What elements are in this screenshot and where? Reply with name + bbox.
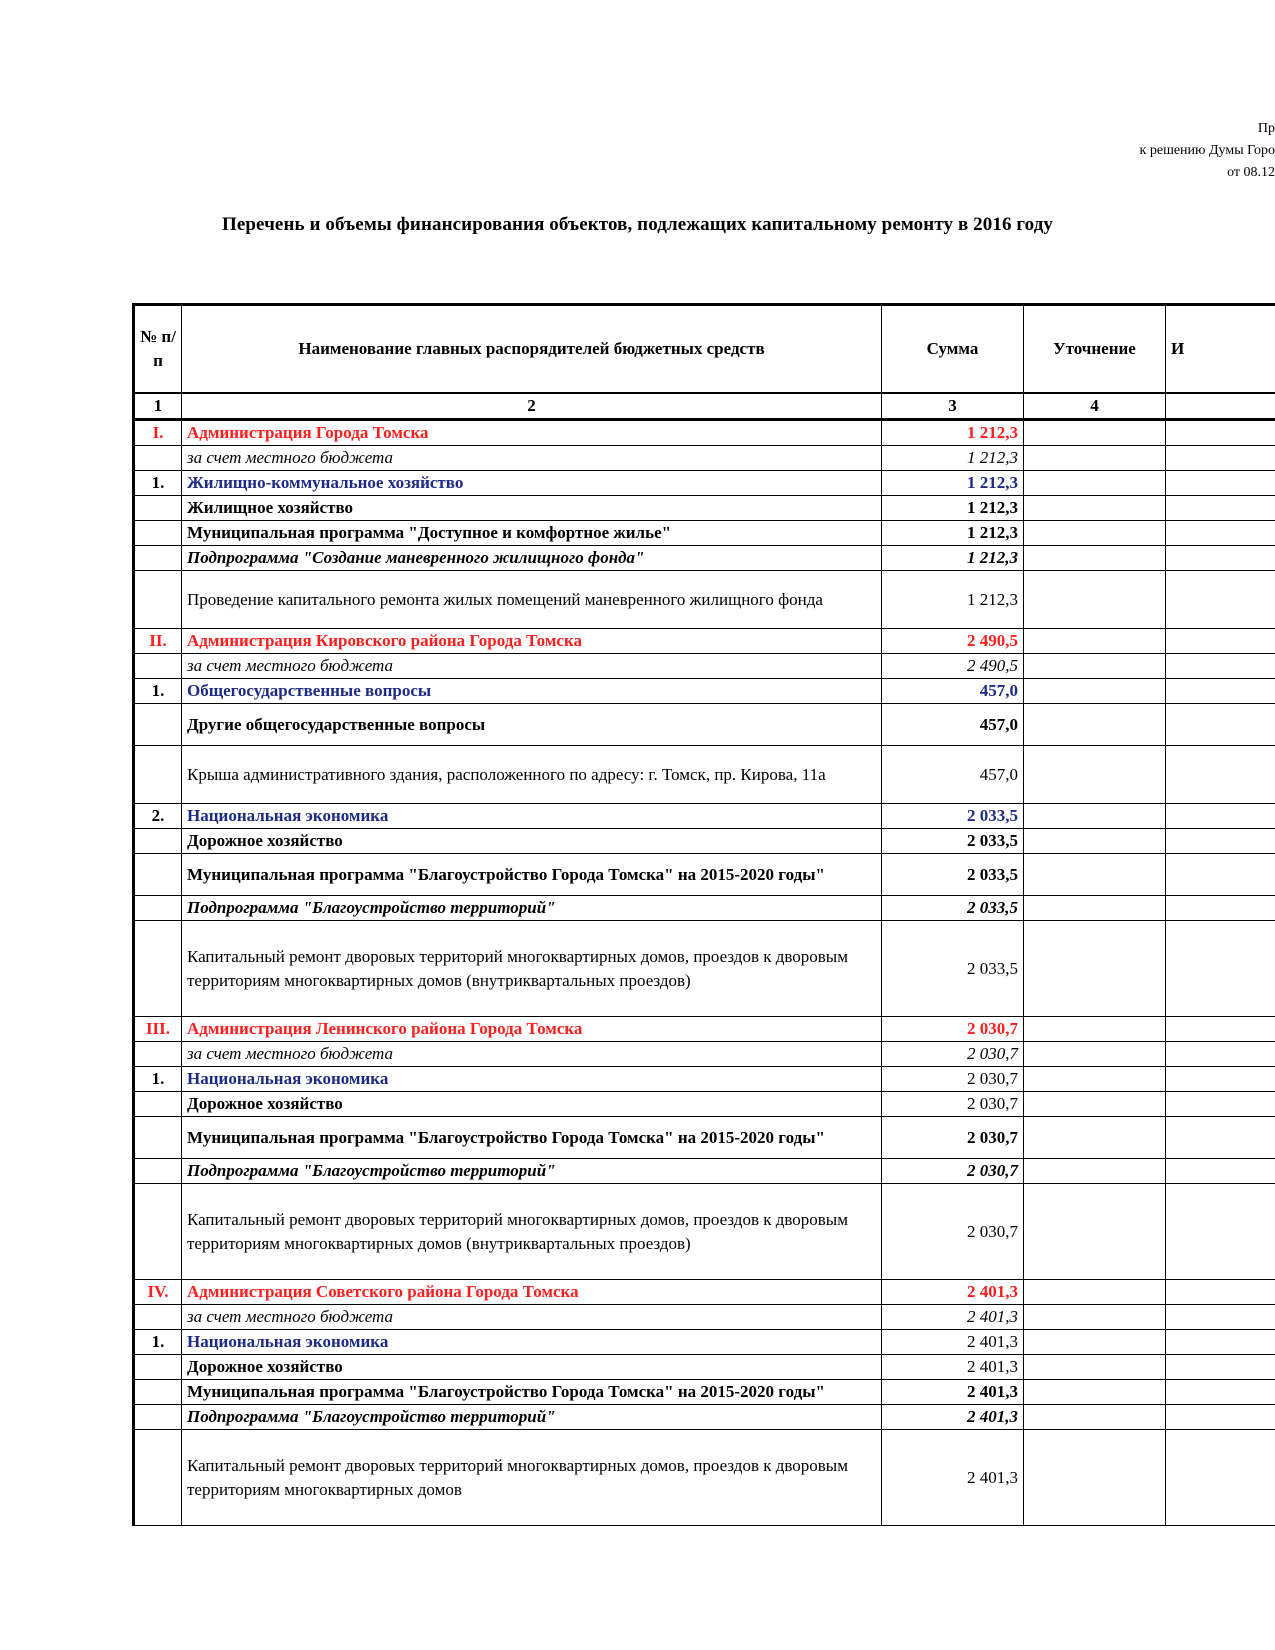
row-name: Капитальный ремонт дворовых территорий многоквартирных домов, проездов к дворовым территориям многоквартирных домов (внутриквартальных проездов): [182, 1184, 882, 1280]
row-adjustment: [1024, 1380, 1166, 1405]
row-name: Другие общегосударственные вопросы: [182, 704, 882, 746]
row-adjustment: [1024, 1159, 1166, 1184]
row-total: [1166, 854, 1275, 896]
decision-line: к решению Думы Горо: [1139, 143, 1275, 158]
row-total: [1166, 921, 1275, 1017]
row-amount: 2 033,5: [882, 921, 1024, 1017]
row-total: [1166, 896, 1275, 921]
row-name: Национальная экономика: [182, 1067, 882, 1092]
row-adjustment: [1024, 446, 1166, 471]
row-adjustment: [1024, 921, 1166, 1017]
row-amount: 2 033,5: [882, 896, 1024, 921]
row-adjustment: [1024, 521, 1166, 546]
table-row: [134, 1330, 1275, 1355]
row-number: 1.: [134, 471, 182, 496]
table-row: [134, 1092, 1275, 1117]
row-number: [134, 496, 182, 521]
budget-table: [132, 303, 1275, 1526]
row-adjustment: [1024, 654, 1166, 679]
row-number: [134, 829, 182, 854]
row-number: [134, 704, 182, 746]
table-row: [134, 471, 1275, 496]
row-name: Подпрограмма "Благоустройство территорий": [182, 1405, 882, 1430]
row-adjustment: [1024, 1405, 1166, 1430]
row-number: II.: [134, 629, 182, 654]
table-row: [134, 521, 1275, 546]
row-total: [1166, 1184, 1275, 1280]
row-amount: 2 401,3: [882, 1380, 1024, 1405]
table-row: [134, 896, 1275, 921]
row-total: [1166, 1355, 1275, 1380]
row-name: за счет местного бюджета: [182, 1042, 882, 1067]
table-row: [134, 571, 1275, 629]
row-amount: 2 401,3: [882, 1355, 1024, 1380]
table-row: [134, 446, 1275, 471]
row-name: Муниципальная программа "Благоустройство Города Томска" на 2015-2020 годы": [182, 1380, 882, 1405]
row-adjustment: [1024, 1042, 1166, 1067]
row-adjustment: [1024, 704, 1166, 746]
row-total: [1166, 446, 1275, 471]
row-name: Проведение капитального ремонта жилых помещений маневренного жилищного фонда: [182, 571, 882, 629]
row-amount: 1 212,3: [882, 496, 1024, 521]
row-adjustment: [1024, 1184, 1166, 1280]
row-adjustment: [1024, 1430, 1166, 1526]
row-number: [134, 896, 182, 921]
row-number: 1.: [134, 1067, 182, 1092]
col-number-3: 3: [882, 393, 1024, 420]
row-name: Крыша административного здания, расположенного по адресу: г. Томск, пр. Кирова, 11а: [182, 746, 882, 804]
row-name: Капитальный ремонт дворовых территорий многоквартирных домов, проездов к дворовым территориям многоквартирных домов: [182, 1430, 882, 1526]
row-adjustment: [1024, 546, 1166, 571]
row-adjustment: [1024, 471, 1166, 496]
table-row: [134, 1117, 1275, 1159]
row-total: [1166, 1280, 1275, 1305]
row-total: [1166, 704, 1275, 746]
row-total: [1166, 679, 1275, 704]
row-amount: 1 212,3: [882, 471, 1024, 496]
table-body: [134, 420, 1275, 1526]
table-row: [134, 1067, 1275, 1092]
table-row: [134, 1380, 1275, 1405]
row-total: [1166, 1430, 1275, 1526]
table-row: [134, 1017, 1275, 1042]
row-amount: 1 212,3: [882, 546, 1024, 571]
row-name: Муниципальная программа "Благоустройство Города Томска" на 2015-2020 годы": [182, 854, 882, 896]
row-number: [134, 521, 182, 546]
row-amount: 2 401,3: [882, 1405, 1024, 1430]
row-adjustment: [1024, 1355, 1166, 1380]
row-number: [134, 571, 182, 629]
row-total: [1166, 1159, 1275, 1184]
table-row: [134, 921, 1275, 1017]
row-number: [134, 854, 182, 896]
row-adjustment: [1024, 1330, 1166, 1355]
row-amount: 2 030,7: [882, 1017, 1024, 1042]
row-name: за счет местного бюджета: [182, 446, 882, 471]
row-number: 1.: [134, 1330, 182, 1355]
row-total: [1166, 1380, 1275, 1405]
row-number: [134, 1405, 182, 1430]
row-name: Общегосударственные вопросы: [182, 679, 882, 704]
row-name: Подпрограмма "Благоустройство территорий": [182, 896, 882, 921]
row-amount: 2 401,3: [882, 1330, 1024, 1355]
table-row: [134, 854, 1275, 896]
row-amount: 457,0: [882, 746, 1024, 804]
row-name: Муниципальная программа "Благоустройство Города Томска" на 2015-2020 годы": [182, 1117, 882, 1159]
row-adjustment: [1024, 1092, 1166, 1117]
table-row: [134, 1184, 1275, 1280]
row-amount: 2 401,3: [882, 1280, 1024, 1305]
row-number: I.: [134, 420, 182, 446]
col-header-adjustment: Уточнение: [1024, 305, 1166, 394]
row-name: Национальная экономика: [182, 1330, 882, 1355]
row-name: Жилищное хозяйство: [182, 496, 882, 521]
row-total: [1166, 420, 1275, 446]
row-amount: 2 490,5: [882, 629, 1024, 654]
row-adjustment: [1024, 571, 1166, 629]
table-row: [134, 1430, 1275, 1526]
table-row: [134, 546, 1275, 571]
row-total: [1166, 1067, 1275, 1092]
row-number: [134, 654, 182, 679]
col-number-1: 1: [134, 393, 182, 420]
table-header-row: [134, 305, 1275, 394]
row-name: за счет местного бюджета: [182, 1305, 882, 1330]
table-row: [134, 1159, 1275, 1184]
row-name: Подпрограмма "Создание маневренного жилищного фонда": [182, 546, 882, 571]
row-total: [1166, 629, 1275, 654]
row-name: Администрация Города Томска: [182, 420, 882, 446]
row-number: [134, 1305, 182, 1330]
row-adjustment: [1024, 420, 1166, 446]
row-amount: 2 033,5: [882, 854, 1024, 896]
row-total: [1166, 1330, 1275, 1355]
table-row: [134, 1280, 1275, 1305]
row-adjustment: [1024, 1280, 1166, 1305]
table-row: [134, 1042, 1275, 1067]
row-name: Администрация Советского района Города Томска: [182, 1280, 882, 1305]
row-name: Подпрограмма "Благоустройство территорий": [182, 1159, 882, 1184]
row-amount: 2 030,7: [882, 1042, 1024, 1067]
table-row: [134, 829, 1275, 854]
col-header-amount: Сумма: [882, 305, 1024, 394]
page-title: Перечень и объемы финансирования объектов, подлежащих капитальному ремонту в 2016 году: [221, 214, 1054, 235]
row-adjustment: [1024, 746, 1166, 804]
row-number: [134, 1042, 182, 1067]
row-number: 1.: [134, 679, 182, 704]
row-number: IV.: [134, 1280, 182, 1305]
table-row: [134, 629, 1275, 654]
row-number: [134, 546, 182, 571]
budget-table-container: [132, 303, 1275, 1526]
row-adjustment: [1024, 854, 1166, 896]
row-total: [1166, 1405, 1275, 1430]
row-number: [134, 446, 182, 471]
row-number: [134, 1430, 182, 1526]
row-name: Жилищно-коммунальное хозяйство: [182, 471, 882, 496]
row-adjustment: [1024, 896, 1166, 921]
row-total: [1166, 804, 1275, 829]
row-total: [1166, 1305, 1275, 1330]
row-amount: 457,0: [882, 679, 1024, 704]
row-number: [134, 1184, 182, 1280]
row-name: Администрация Кировского района Города Томска: [182, 629, 882, 654]
row-total: [1166, 471, 1275, 496]
row-name: Национальная экономика: [182, 804, 882, 829]
row-name: за счет местного бюджета: [182, 654, 882, 679]
row-number: [134, 921, 182, 1017]
row-amount: 2 490,5: [882, 654, 1024, 679]
table-row: [134, 654, 1275, 679]
row-adjustment: [1024, 1117, 1166, 1159]
row-number: [134, 1092, 182, 1117]
row-amount: 2 030,7: [882, 1159, 1024, 1184]
row-adjustment: [1024, 679, 1166, 704]
table-row: [134, 1305, 1275, 1330]
row-number: [134, 1159, 182, 1184]
row-adjustment: [1024, 1305, 1166, 1330]
row-total: [1166, 571, 1275, 629]
row-name: Администрация Ленинского района Города Томска: [182, 1017, 882, 1042]
row-total: [1166, 546, 1275, 571]
table-row: [134, 1355, 1275, 1380]
row-number: [134, 1380, 182, 1405]
row-total: [1166, 1117, 1275, 1159]
row-name: Капитальный ремонт дворовых территорий многоквартирных домов, проездов к дворовым территориям многоквартирных домов (внутриквартальных проездов): [182, 921, 882, 1017]
row-total: [1166, 521, 1275, 546]
row-amount: 2 401,3: [882, 1305, 1024, 1330]
row-adjustment: [1024, 496, 1166, 521]
row-amount: 1 212,3: [882, 571, 1024, 629]
row-amount: 1 212,3: [882, 420, 1024, 446]
row-amount: 2 030,7: [882, 1067, 1024, 1092]
table-row: [134, 746, 1275, 804]
row-total: [1166, 496, 1275, 521]
row-name: Дорожное хозяйство: [182, 1092, 882, 1117]
table-row: [134, 804, 1275, 829]
row-adjustment: [1024, 804, 1166, 829]
row-name: Дорожное хозяйство: [182, 829, 882, 854]
appendix-label: Пр: [1257, 121, 1275, 136]
table-row: [134, 704, 1275, 746]
row-number: III.: [134, 1017, 182, 1042]
row-number: [134, 746, 182, 804]
row-number: 2.: [134, 804, 182, 829]
date-line: от 08.12: [1227, 165, 1275, 180]
row-amount: 1 212,3: [882, 521, 1024, 546]
row-name: Муниципальная программа "Доступное и комфортное жилье": [182, 521, 882, 546]
table-row: [134, 496, 1275, 521]
row-amount: 457,0: [882, 704, 1024, 746]
row-amount: 2 030,7: [882, 1092, 1024, 1117]
row-amount: 2 401,3: [882, 1430, 1024, 1526]
row-total: [1166, 1017, 1275, 1042]
row-total: [1166, 746, 1275, 804]
col-number-4: 4: [1024, 393, 1166, 420]
row-adjustment: [1024, 1067, 1166, 1092]
col-number-2: 2: [182, 393, 882, 420]
col-number-5: [1166, 393, 1275, 420]
row-name: Дорожное хозяйство: [182, 1355, 882, 1380]
row-amount: 2 033,5: [882, 829, 1024, 854]
row-number: [134, 1117, 182, 1159]
row-adjustment: [1024, 829, 1166, 854]
row-total: [1166, 829, 1275, 854]
row-amount: 2 030,7: [882, 1184, 1024, 1280]
table-row: [134, 420, 1275, 446]
row-amount: 2 030,7: [882, 1117, 1024, 1159]
table-row: [134, 1405, 1275, 1430]
column-number-row: [134, 393, 1275, 420]
row-number: [134, 1355, 182, 1380]
col-header-name: Наименование главных распорядителей бюджетных средств: [182, 305, 882, 394]
col-header-number: № п/п: [134, 305, 182, 394]
row-total: [1166, 654, 1275, 679]
row-total: [1166, 1042, 1275, 1067]
row-amount: 1 212,3: [882, 446, 1024, 471]
row-adjustment: [1024, 629, 1166, 654]
col-header-total: И: [1166, 305, 1275, 394]
row-amount: 2 033,5: [882, 804, 1024, 829]
table-row: [134, 679, 1275, 704]
row-adjustment: [1024, 1017, 1166, 1042]
row-total: [1166, 1092, 1275, 1117]
